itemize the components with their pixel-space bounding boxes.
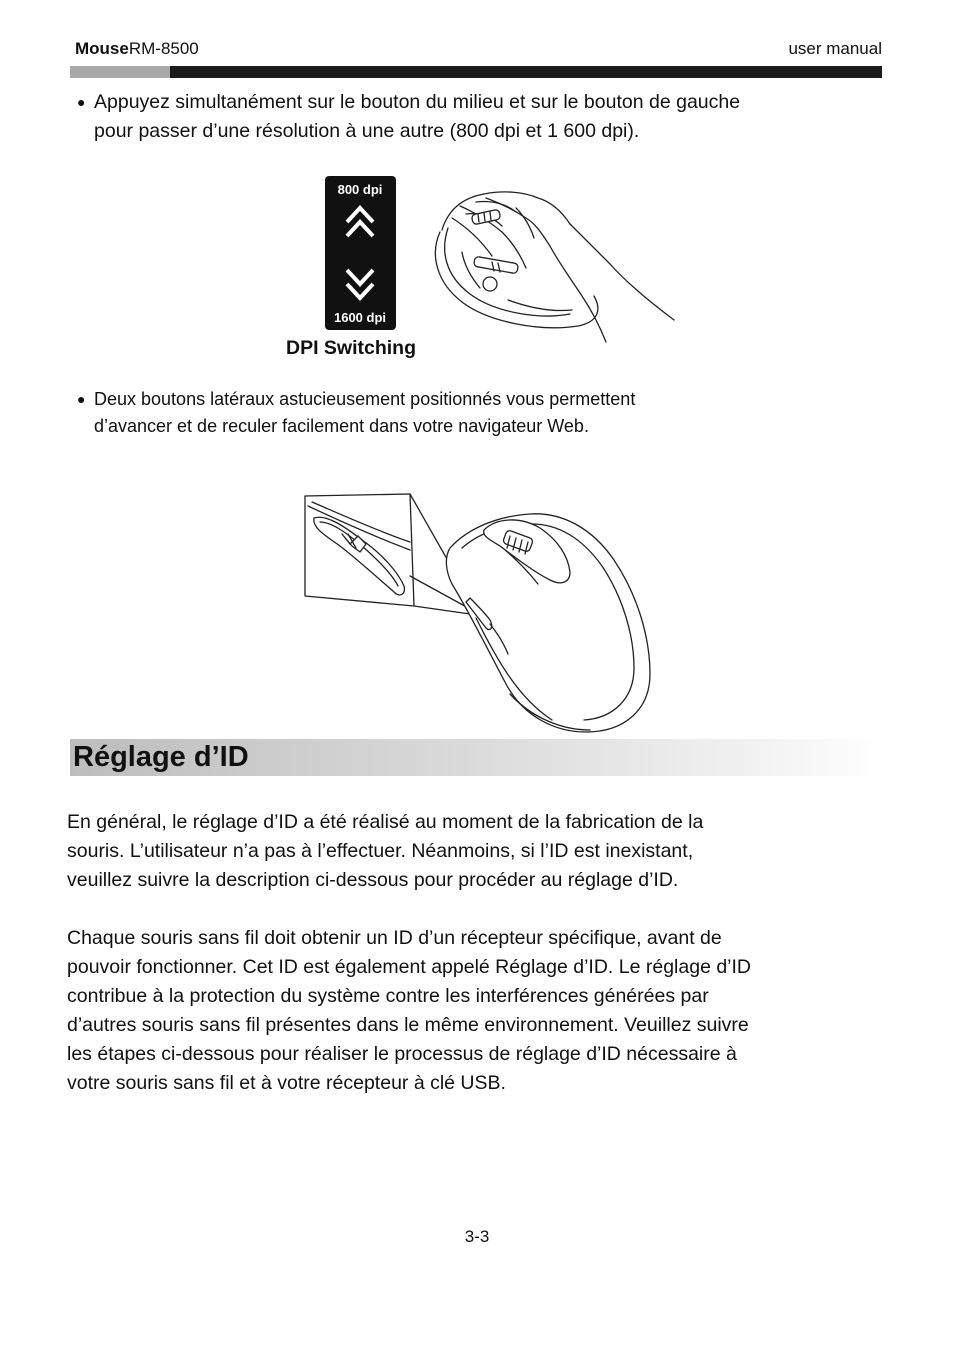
page-number: 3-3 xyxy=(464,1227,490,1246)
product-model-number: RM-8500 xyxy=(128,39,199,58)
header-rule-accent xyxy=(70,66,170,78)
side-buttons-illustration xyxy=(300,488,665,738)
header-rule xyxy=(70,66,882,78)
dpi-indicator xyxy=(325,176,396,330)
bullet-dpi-switch xyxy=(77,88,867,146)
section-title: Réglage d’ID xyxy=(73,741,249,773)
paragraph-line: pouvoir fonctionner. Cet ID est également appelé Réglage d’ID. Le réglage d’ID xyxy=(67,956,752,978)
side-buttons-figure xyxy=(300,488,665,738)
bullet-text xyxy=(77,88,867,146)
bullet-dot: ● xyxy=(77,391,86,407)
mouse-side-view-drawing xyxy=(305,494,650,732)
bullet-dot: ● xyxy=(77,94,86,110)
paragraph-line: votre souris sans fil et à votre récepteur à clé USB. xyxy=(67,1072,506,1094)
page-header xyxy=(70,38,882,60)
document-type: user manual xyxy=(788,39,882,58)
paragraph-line: contribue à la protection du système contre les interférences générées par xyxy=(67,985,709,1007)
hand-on-mouse-drawing xyxy=(435,192,674,342)
product-model xyxy=(75,38,199,60)
paragraph-line: Chaque souris sans fil doit obtenir un ID d’un récepteur spécifique, avant de xyxy=(67,927,722,949)
dpi-top-label: 800 dpi xyxy=(337,182,383,197)
section-heading-band xyxy=(70,739,882,776)
paragraph-line: les étapes ci-dessous pour réaliser le processus de réglage d’ID nécessaire à xyxy=(67,1043,737,1065)
bullet-line: Appuyez simultanément sur le bouton du milieu et sur le bouton de gauche xyxy=(94,91,741,113)
bullet-line: Deux boutons latéraux astucieusement positionnés vous permettent xyxy=(94,389,636,409)
bullet-line: pour passer d’une résolution à une autre (800 dpi et 1 600 dpi). xyxy=(94,120,640,142)
bullet-text xyxy=(77,386,867,440)
paragraph-line: En général, le réglage d’ID a été réalisé au moment de la fabrication de la xyxy=(67,811,704,833)
paragraph-id-setup xyxy=(67,924,867,1098)
paragraph-line: veuillez suivre la description ci-dessous pour procéder au réglage d’ID. xyxy=(67,869,679,891)
dpi-bottom-label: 1600 dpi xyxy=(333,310,387,325)
product-model-bold: Mouse xyxy=(75,39,129,58)
dpi-caption: DPI Switching xyxy=(286,337,417,359)
bullet-side-buttons xyxy=(77,386,867,440)
paragraph-line: d’autres souris sans fil présentes dans le même environnement. Veuillez suivre xyxy=(67,1014,749,1036)
bullet-line: d’avancer et de reculer facilement dans votre navigateur Web. xyxy=(94,416,589,436)
paragraph-line: souris. L’utilisateur n’a pas à l’effectuer. Néanmoins, si l’ID est inexistant, xyxy=(67,840,694,862)
paragraph-intro xyxy=(67,808,867,895)
